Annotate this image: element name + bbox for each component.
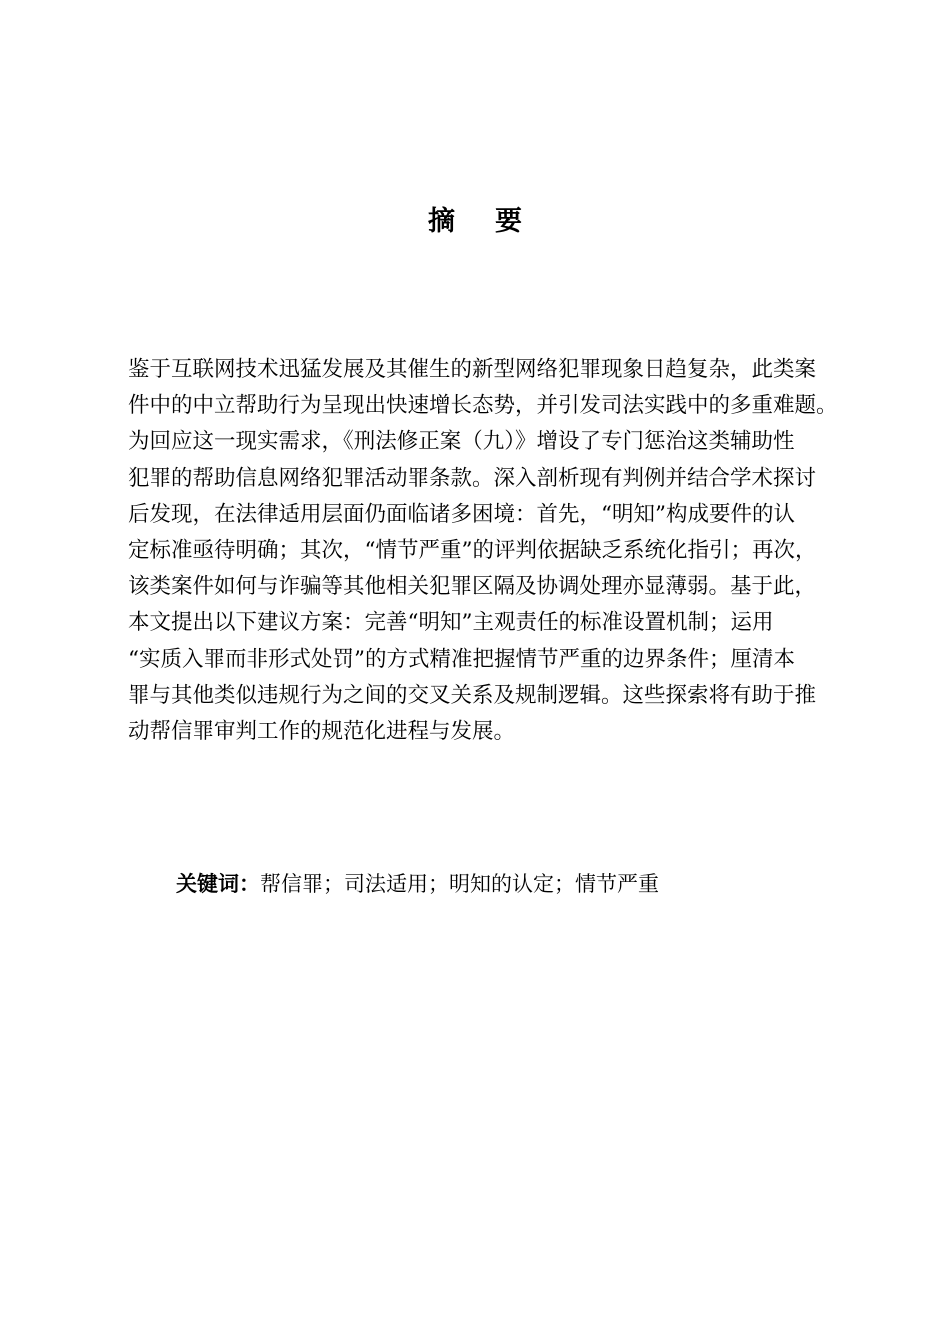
abstract-line-7: 该类案件如何与诈骗等其他相关犯罪区隔及协调处理亦显薄弱。基于此， bbox=[128, 574, 817, 600]
abstract-line-2: 件中的中立帮助行为呈现出快速增长态势，并引发司法实践中的多重难题。 bbox=[128, 393, 838, 419]
abstract-line-11: 动帮信罪审判工作的规范化进程与发展。 bbox=[128, 718, 516, 744]
keywords-label: 关键词： bbox=[176, 872, 260, 896]
abstract-line-3: 为回应这一现实需求，《刑法修正案（九）》增设了专门惩治这类辅助性 bbox=[128, 429, 795, 455]
abstract-line-6: 定标准亟待明确；其次，“情节严重”的评判依据缺乏系统化指引；再次， bbox=[128, 537, 817, 563]
title-char-1: 摘 bbox=[428, 206, 455, 237]
abstract-line-10: 罪与其他类似违规行为之间的交叉关系及规制逻辑。这些探索将有助于推 bbox=[128, 682, 817, 708]
keywords-text: 帮信罪；司法适用；明知的认定；情节严重 bbox=[260, 872, 659, 896]
abstract-line-9: “实质入罪而非形式处罚”的方式精准把握情节严重的边界条件；厘清本 bbox=[128, 646, 795, 672]
title-char-2: 要 bbox=[495, 206, 522, 237]
abstract-body bbox=[128, 352, 858, 750]
abstract-line-8: 本文提出以下建议方案：完善“明知”主观责任的标准设置机制；运用 bbox=[128, 610, 774, 636]
abstract-line-5: 后发现，在法律适用层面仍面临诸多困境：首先，“明知”构成要件的认 bbox=[128, 501, 795, 527]
abstract-line-1: 鉴于互联网技术迅猛发展及其催生的新型网络犯罪现象日趋复杂，此类案 bbox=[128, 357, 817, 382]
abstract-line-4: 犯罪的帮助信息网络犯罪活动罪条款。深入剖析现有判例并结合学术探讨 bbox=[128, 465, 817, 491]
keywords-line bbox=[176, 866, 659, 902]
abstract-title bbox=[0, 202, 950, 242]
